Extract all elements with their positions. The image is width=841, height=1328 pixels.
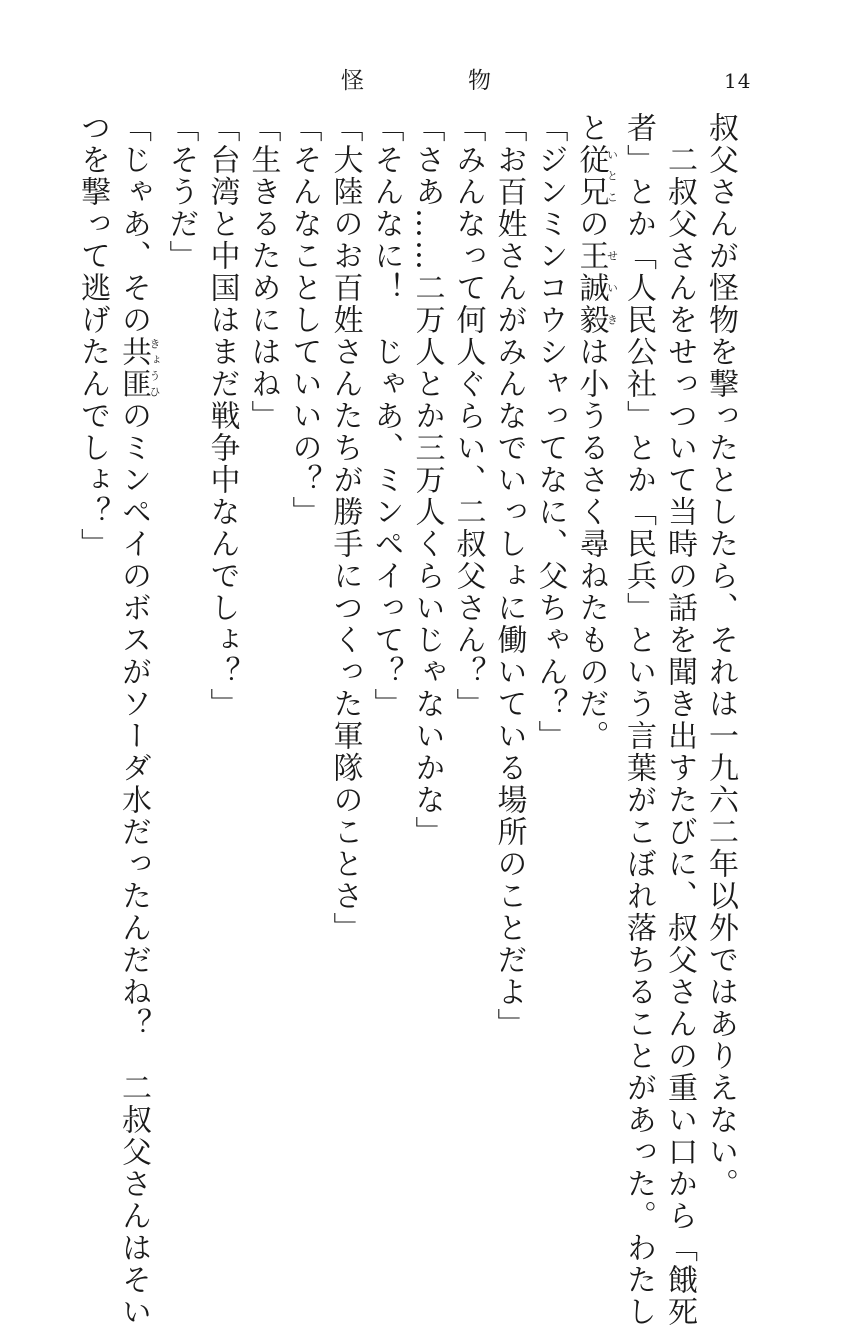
line-15-text-a: 「じゃあ、その	[116, 112, 151, 336]
paragraph-line-3: 者」とか「人民公社」とか「民兵」という言葉がこぼれ落ちることがあった。わたし	[621, 112, 656, 1328]
ruby-text-seiki: せいき	[605, 240, 619, 336]
dialogue-line: 「さあ……二万人とか三万人くらいじゃないかな」	[409, 112, 445, 848]
page-number: 14	[724, 69, 752, 93]
dialogue-line: 「ジンミンコウシャってなに、父ちゃん？」	[532, 112, 568, 752]
line-4-text-a: と	[573, 112, 609, 144]
ruby-base-seiki: 王誠毅	[573, 240, 609, 336]
paragraph-line-2: 二叔父さんをせっついて当時の話を聞き出すたびに、叔父さんの重い口から「餓死	[662, 144, 697, 1328]
ruby-base-kyouhi: 共匪	[116, 336, 151, 400]
paragraph-line-1: 叔父さんが怪物を撃ったとしたら、それは一九六二年以外ではありえない。	[703, 112, 738, 1200]
running-head	[0, 66, 841, 96]
line-4-text-b: の	[573, 208, 609, 240]
furigana-itoko	[573, 144, 619, 208]
paragraph-line-4	[571, 112, 619, 1122]
dialogue-line: 「お百姓さんがみんなでいっしょに働いている場所のことだよ」	[491, 112, 527, 1040]
dialogue-line: 「みんなって何人ぐらい、二叔父さん？」	[450, 112, 486, 720]
ruby-base-itoko: 従兄	[573, 144, 609, 208]
dialogue-line-15	[113, 112, 161, 1328]
dialogue-line: 「大陸のお百姓さんたちが勝手につくった軍隊のことさ」	[327, 112, 363, 944]
chapter-title-char-2: 物	[468, 68, 491, 94]
dialogue-line: 「そんなことしていいの？」	[286, 112, 322, 528]
ruby-text-kyouhi: きょうひ	[148, 336, 161, 400]
chapter-title-char-1: 怪	[341, 68, 364, 94]
dialogue-line-16: つを撃って逃げたんでしょ？」	[75, 112, 110, 560]
dialogue-line: 「生きるためにはね」	[245, 112, 281, 432]
body-text	[75, 112, 741, 1328]
furigana-kyouhi	[116, 336, 161, 400]
line-4-text-c: は小うるさく尋ねたものだ。	[573, 336, 609, 752]
dialogue-line: 「そうだ」	[163, 112, 199, 272]
furigana-seiki	[573, 240, 619, 336]
dialogue-line: 「そんなに！ じゃあ、ミンペイって？」	[368, 112, 404, 720]
dialogue-line: 「台湾と中国はまだ戦争中なんでしょ？」	[204, 112, 240, 720]
line-15-text-b: のミンペイのボスがソーダ水だったんだね？ 二叔父さんはそい	[116, 400, 151, 1328]
ruby-text-itoko: いとこ	[605, 144, 619, 208]
